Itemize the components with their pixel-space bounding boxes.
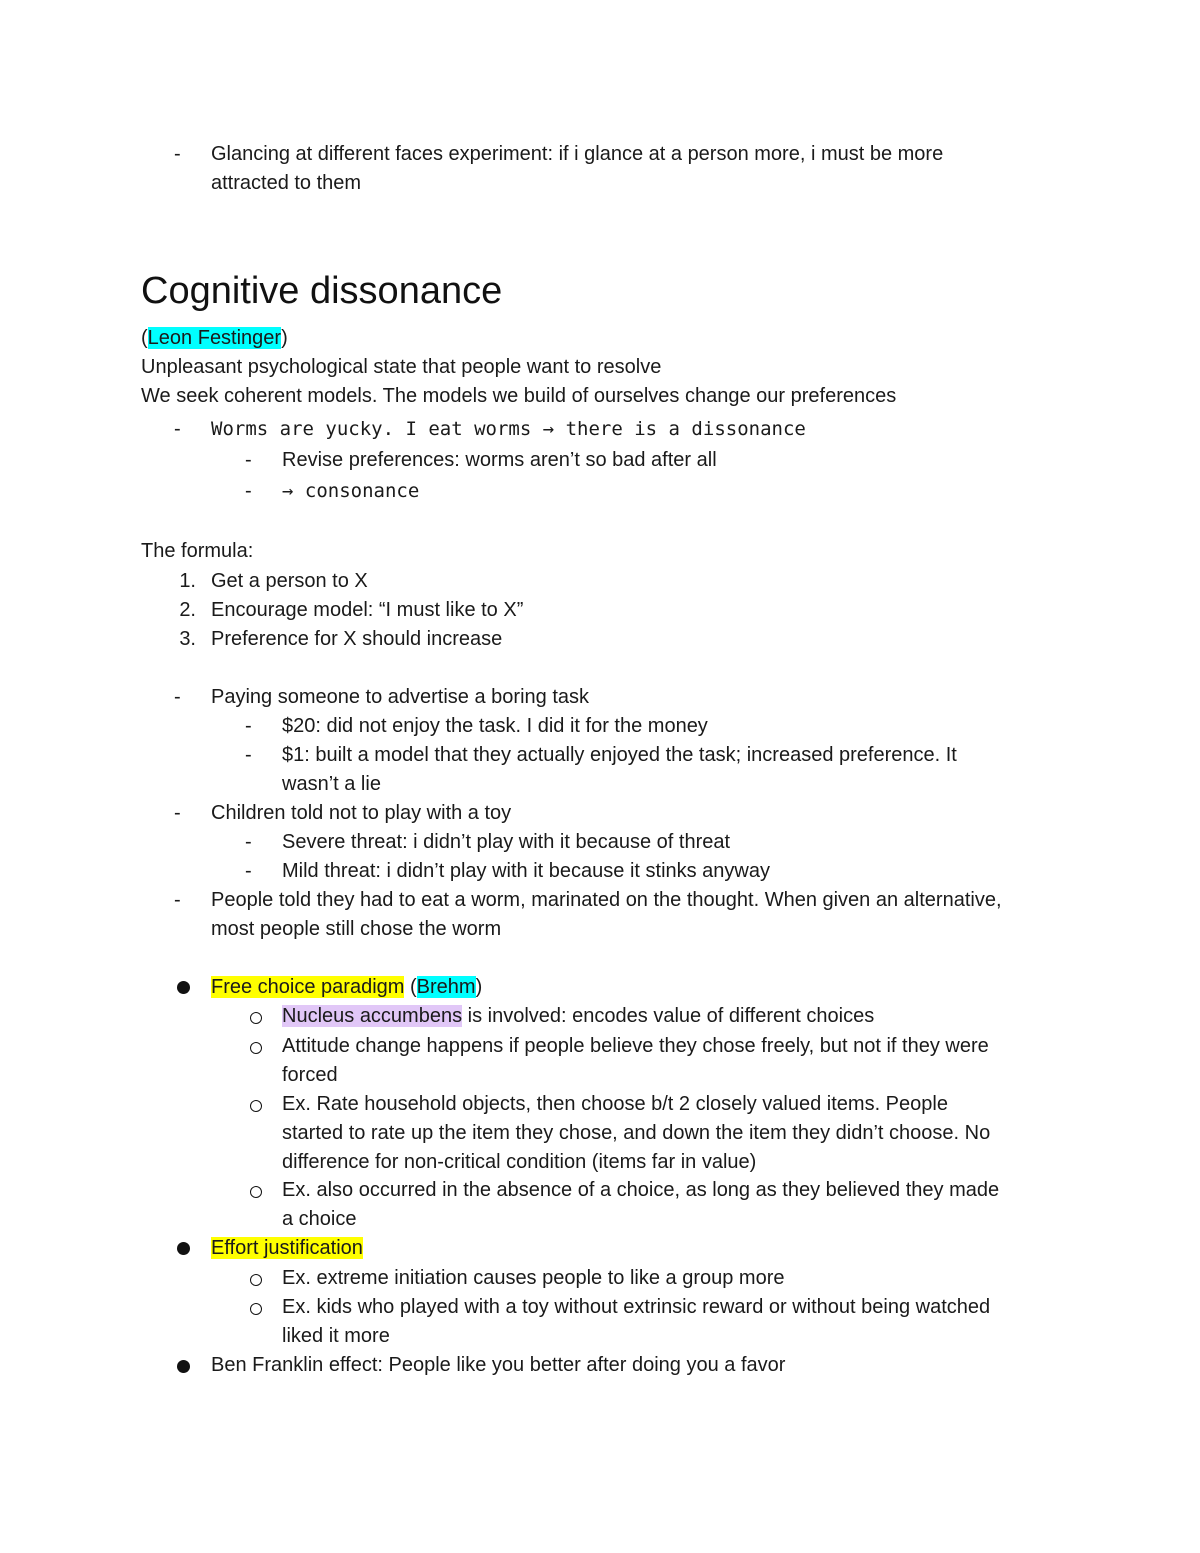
example-paying-1-a: $1: built a model that they actually enjoyed the task; increased preference. It: [282, 744, 957, 766]
free-choice-heading: [211, 973, 482, 1001]
intro-line-2: attracted to them: [211, 172, 362, 194]
festinger-highlight: Leon Festinger: [147, 327, 282, 349]
rate-line-c: difference for non-critical condition (items far in value): [282, 1151, 757, 1173]
formula-step: Preference for X should increase: [211, 628, 503, 650]
dash-marker: -: [174, 143, 181, 165]
bullet-hollow: [250, 1186, 262, 1198]
free-choice-highlight: Free choice paradigm: [211, 976, 405, 998]
list-number: 1.: [179, 570, 196, 592]
rate-line-b: started to rate up the item they chose, and down the item they didn’t choose. No: [282, 1122, 991, 1144]
attribution: [141, 324, 288, 352]
bullet-hollow: [250, 1100, 262, 1112]
bullet-hollow: [250, 1012, 262, 1024]
bullet-filled: [177, 1360, 190, 1373]
bullet-filled: [177, 1242, 190, 1255]
paren-open: (: [141, 327, 148, 349]
dash-marker: -: [245, 715, 252, 737]
worms-sub-2: → consonance: [282, 480, 420, 502]
paren-open: (: [404, 976, 417, 998]
dash-marker: -: [174, 418, 181, 440]
franklin-line: Ben Franklin effect: People like you better after doing you a favor: [211, 1354, 786, 1376]
attitude-line-b: forced: [282, 1064, 338, 1086]
bullet-hollow: [250, 1274, 262, 1286]
nucleus-highlight: Nucleus accumbens: [282, 1005, 463, 1027]
effort-ex-1: Ex. extreme initiation causes people to like a group more: [282, 1267, 785, 1289]
list-number: 3.: [179, 628, 196, 650]
dash-marker: -: [245, 744, 252, 766]
bullet-filled: [177, 981, 190, 994]
worms-sub-1: Revise preferences: worms aren’t so bad after all: [282, 449, 717, 471]
dash-marker: -: [245, 449, 252, 471]
worms-line: Worms are yucky. I eat worms → there is a dissonance: [211, 418, 806, 440]
dash-marker: -: [245, 831, 252, 853]
paren-close: ): [281, 327, 288, 349]
example-worm-a: People told they had to eat a worm, marinated on the thought. When given an alternative,: [211, 889, 1002, 911]
paren-close: ): [475, 976, 483, 998]
intro-line-1: Glancing at different faces experiment: if i glance at a person more, i must be more: [211, 143, 944, 165]
formula-step: Get a person to X: [211, 570, 368, 592]
bullet-hollow: [250, 1042, 262, 1054]
definition-line-2: We seek coherent models. The models we build of ourselves change our preferences: [141, 385, 897, 407]
effort-heading: [211, 1234, 363, 1262]
bullet-hollow: [250, 1303, 262, 1315]
example-severe: Severe threat: i didn’t play with it because of threat: [282, 831, 731, 853]
formula-label: The formula:: [141, 540, 254, 562]
rate-line-a: Ex. Rate household objects, then choose b/t 2 closely valued items. People: [282, 1093, 948, 1115]
dash-marker: -: [174, 686, 181, 708]
absence-line-a: Ex. also occurred in the absence of a choice, as long as they believed they made: [282, 1179, 1000, 1201]
nucleus-rest: is involved: encodes value of different choices: [462, 1005, 875, 1027]
example-children: Children told not to play with a toy: [211, 802, 512, 824]
page-title: Cognitive dissonance: [141, 270, 503, 312]
brehm-highlight: Brehm: [416, 976, 476, 998]
formula-step: Encourage model: “I must like to X”: [211, 599, 524, 621]
effort-highlight: Effort justification: [211, 1237, 363, 1259]
example-paying-1-b: wasn’t a lie: [282, 773, 381, 795]
effort-ex-2-a: Ex. kids who played with a toy without extrinsic reward or without being watched: [282, 1296, 991, 1318]
absence-line-b: a choice: [282, 1208, 357, 1230]
nucleus-line: [282, 1002, 874, 1030]
example-paying-20: $20: did not enjoy the task. I did it for the money: [282, 715, 708, 737]
example-worm-b: most people still chose the worm: [211, 918, 502, 940]
effort-ex-2-b: liked it more: [282, 1325, 390, 1347]
dash-marker: -: [245, 480, 252, 502]
attitude-line-a: Attitude change happens if people believe they chose freely, but not if they were: [282, 1035, 989, 1057]
definition-line-1: Unpleasant psychological state that people want to resolve: [141, 356, 662, 378]
dash-marker: -: [174, 889, 181, 911]
dash-marker: -: [174, 802, 181, 824]
example-mild: Mild threat: i didn’t play with it because it stinks anyway: [282, 860, 770, 882]
dash-marker: -: [245, 860, 252, 882]
list-number: 2.: [179, 599, 196, 621]
example-paying: Paying someone to advertise a boring task: [211, 686, 589, 708]
